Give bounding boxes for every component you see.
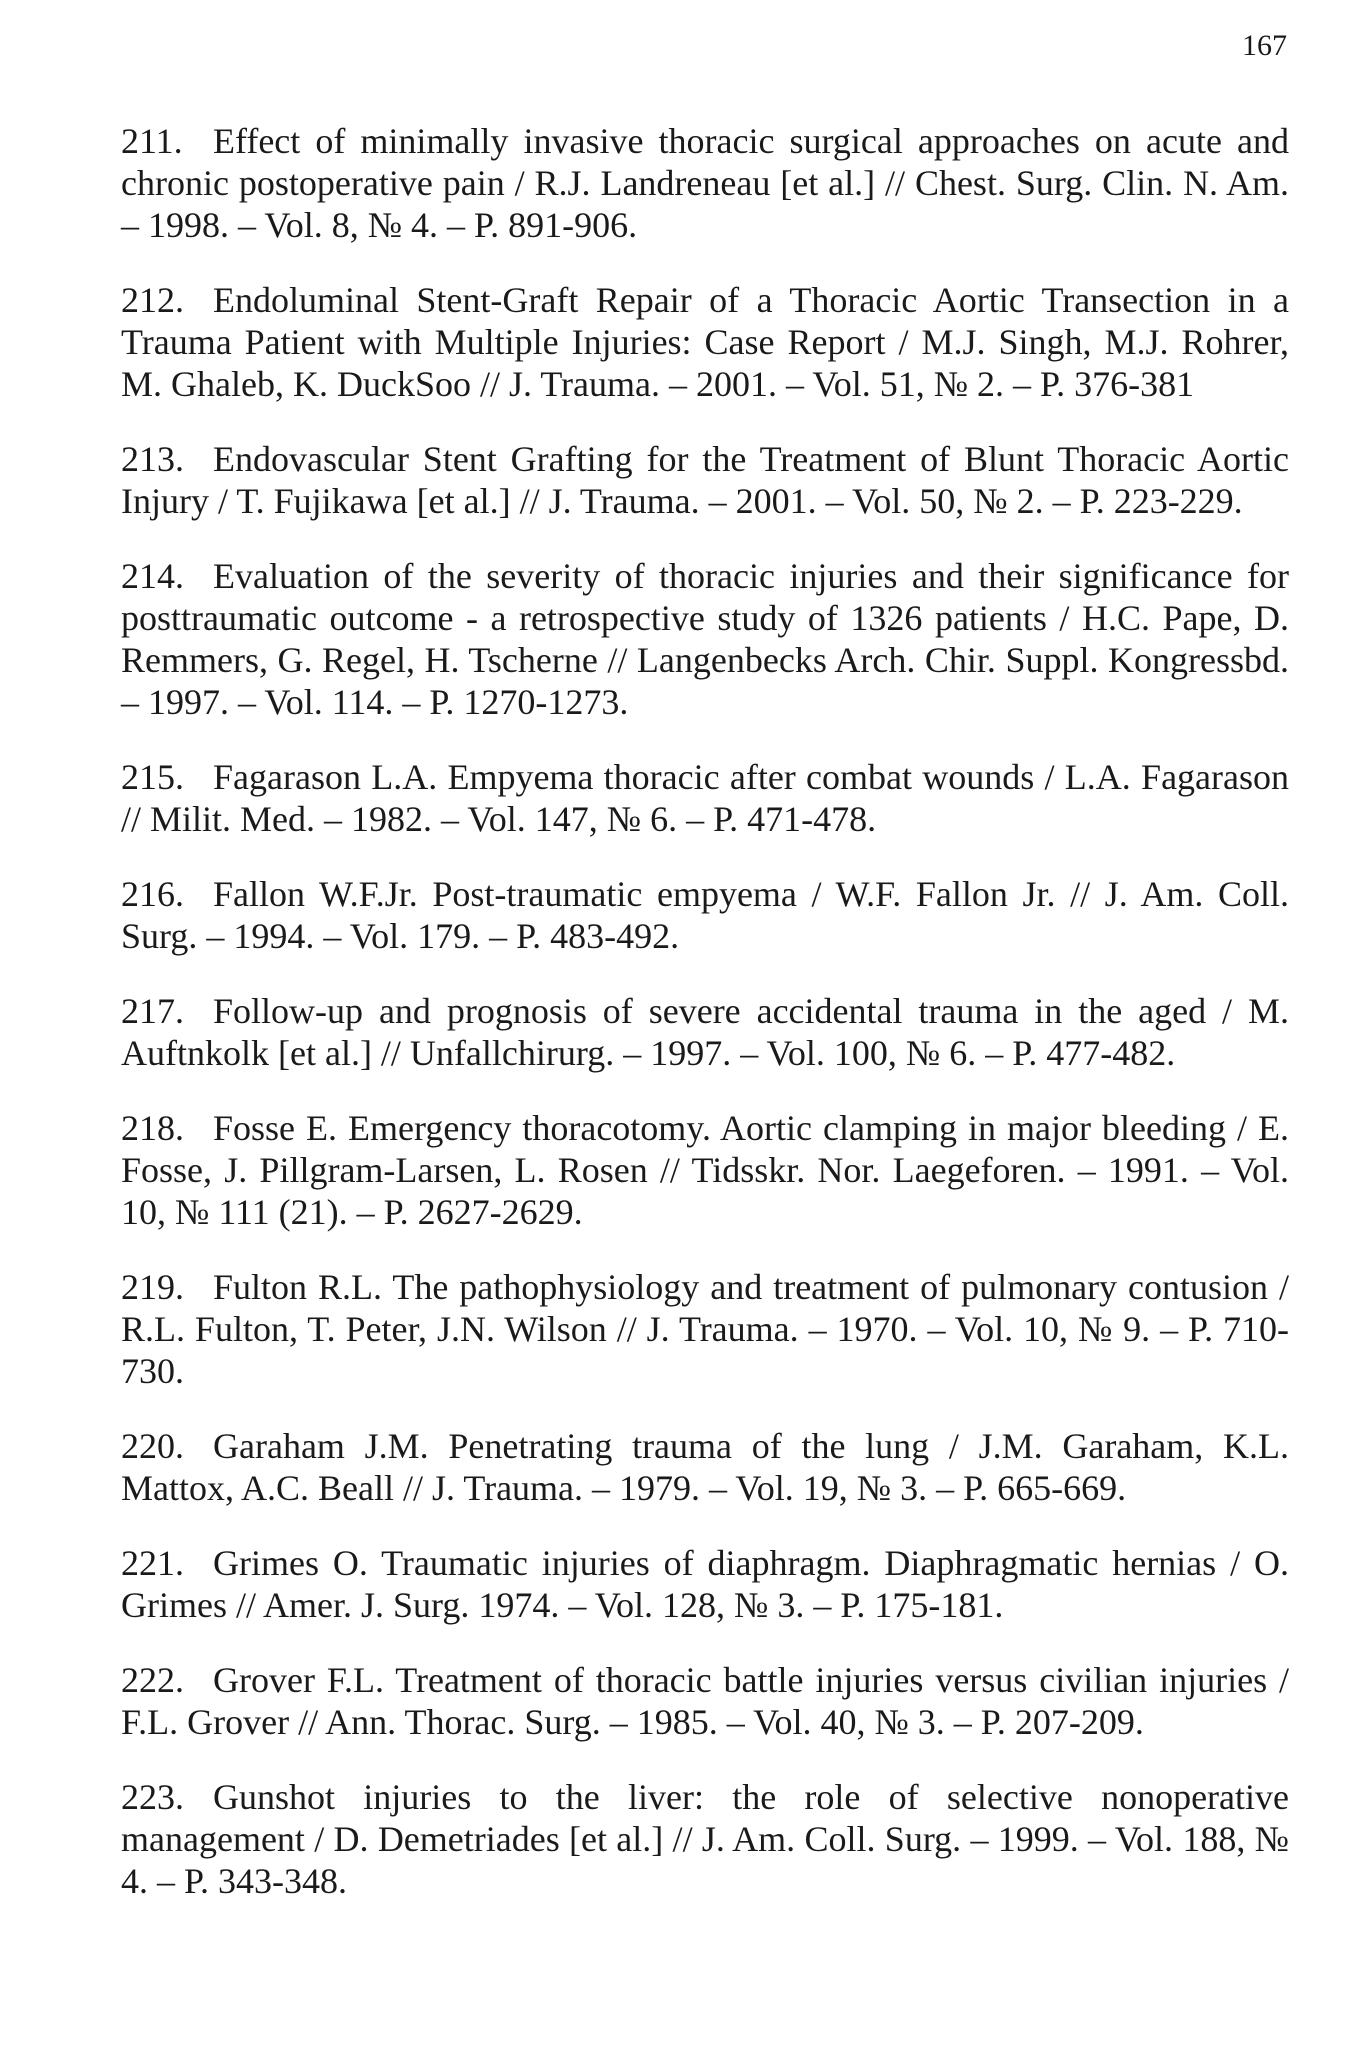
reference-text: Garaham J.M. Penetrating trauma of the lung / J.M. Garaham, K.L. Mattox, A.C. Beall // J. Trauma. – 1979. – Vol. 19, № 3. – P. 665-669.	[121, 1426, 1289, 1508]
reference-item	[121, 1107, 1289, 1233]
reference-number: 211.	[121, 121, 183, 161]
reference-item	[121, 756, 1289, 840]
reference-number: 221.	[121, 1543, 184, 1583]
reference-item	[121, 1659, 1289, 1743]
reference-list	[121, 120, 1289, 1935]
reference-item	[121, 555, 1289, 723]
reference-number: 220.	[121, 1426, 184, 1466]
reference-text: Fallon W.F.Jr. Post-traumatic empyema / W.F. Fallon Jr. // J. Am. Coll. Surg. – 1994. – Vol. 179. – P. 483-492.	[121, 874, 1289, 956]
reference-number: 219.	[121, 1267, 184, 1307]
reference-item	[121, 1266, 1289, 1392]
reference-item	[121, 873, 1289, 957]
reference-text: Follow-up and prognosis of severe accidental trauma in the aged / M. Auftnkolk [et al.] // Unfallchirurg. – 1997. – Vol. 100, № 6. – P. 477-482.	[121, 991, 1289, 1073]
reference-text: Fagarason L.A. Empyema thoracic after combat wounds / L.A. Fagarason // Milit. Med. – 1982. – Vol. 147, № 6. – P. 471-478.	[121, 757, 1289, 839]
reference-item	[121, 1542, 1289, 1626]
reference-number: 214.	[121, 556, 184, 596]
reference-item	[121, 990, 1289, 1074]
reference-text: Fulton R.L. The pathophysiology and treatment of pulmonary contusion / R.L. Fulton, T. Peter, J.N. Wilson // J. Trauma. – 1970. – Vol. 10, № 9. – P. 710-730.	[121, 1267, 1289, 1391]
reference-item	[121, 438, 1289, 522]
reference-number: 212.	[121, 280, 184, 320]
reference-number: 222.	[121, 1660, 184, 1700]
reference-text: Evaluation of the severity of thoracic injuries and their significance for posttraumatic outcome - a retrospective study of 1326 patients / H.C. Pape, D. Remmers, G. Regel, H. Tscherne // Langenbecks Arch. Chir. Suppl. Kongressbd. – 1997. – Vol. 114. – P. 1270-1273.	[121, 556, 1289, 722]
reference-number: 223.	[121, 1777, 184, 1817]
reference-number: 217.	[121, 991, 184, 1031]
reference-text: Grimes O. Traumatic injuries of diaphragm. Diaphragmatic hernias / O. Grimes // Amer. J. Surg. 1974. – Vol. 128, № 3. – P. 175-181.	[121, 1543, 1289, 1625]
reference-number: 218.	[121, 1108, 184, 1148]
reference-number: 213.	[121, 439, 184, 479]
reference-text: Grover F.L. Treatment of thoracic battle injuries versus civilian injuries / F.L. Grover // Ann. Thorac. Surg. – 1985. – Vol. 40, № 3. – P. 207-209.	[121, 1660, 1289, 1742]
reference-text: Gunshot injuries to the liver: the role of selective nonoperative management / D. Demetriades [et al.] // J. Am. Coll. Surg. – 1999. – Vol. 188, № 4. – P. 343-348.	[121, 1777, 1289, 1901]
reference-number: 216.	[121, 874, 184, 914]
reference-number: 215.	[121, 757, 184, 797]
reference-item	[121, 1776, 1289, 1902]
reference-item	[121, 279, 1289, 405]
reference-item	[121, 120, 1289, 246]
reference-item	[121, 1425, 1289, 1509]
page-number: 167	[1242, 29, 1287, 62]
reference-text: Endoluminal Stent-Graft Repair of a Thoracic Aortic Transection in a Trauma Patient with Multiple Injuries: Case Report / M.J. Singh, M.J. Rohrer, M. Ghaleb, K. DuckSoo // J. Trauma. – 2001. – Vol. 51, № 2. – P. 376-381	[121, 280, 1289, 404]
reference-text: Endovascular Stent Grafting for the Treatment of Blunt Thoracic Aortic Injury / T. Fujikawa [et al.] // J. Trauma. – 2001. – Vol. 50, № 2. – P. 223-229.	[121, 439, 1289, 521]
reference-text: Effect of minimally invasive thoracic surgical approaches on acute and chronic postoperative pain / R.J. Landreneau [et al.] // Chest. Surg. Clin. N. Am. – 1998. – Vol. 8, № 4. – P. 891-906.	[121, 121, 1289, 245]
reference-text: Fosse E. Emergency thoracotomy. Aortic clamping in major bleeding / E. Fosse, J. Pillgram-Larsen, L. Rosen // Tidsskr. Nor. Laegeforen. – 1991. – Vol. 10, № 111 (21). – P. 2627-2629.	[121, 1108, 1289, 1232]
